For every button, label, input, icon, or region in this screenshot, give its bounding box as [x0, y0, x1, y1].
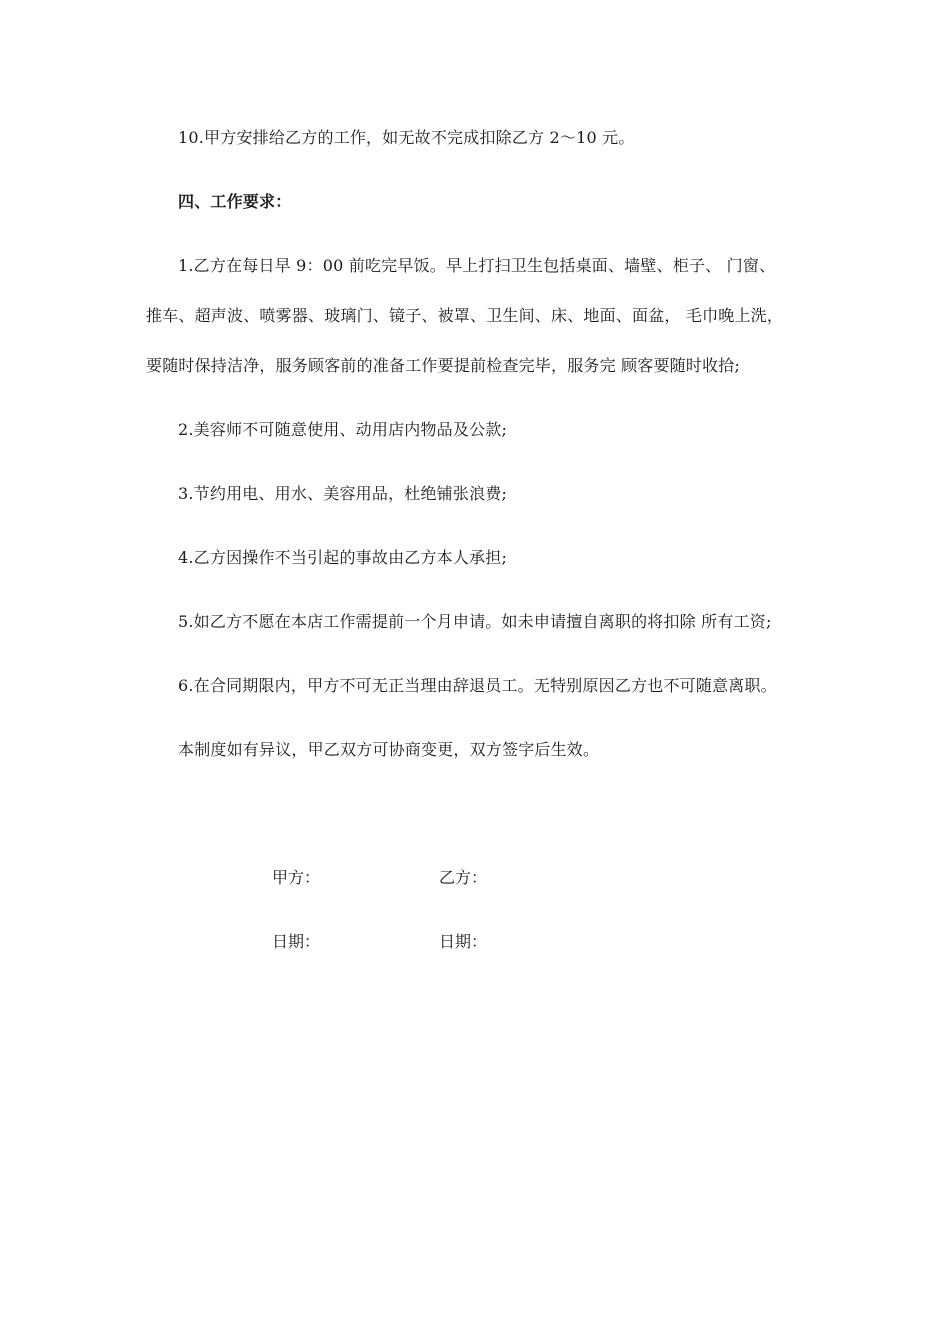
- requirement-5: 5.如乙方不愿在本店工作需提前一个月申请。如未申请擅自离职的将扣除 所有工资;: [178, 612, 772, 631]
- clause-item-10: 10.甲方安排给乙方的工作，如无故不完成扣除乙方 2～10 元。: [178, 128, 635, 147]
- closing-statement: 本制度如有异议，甲乙双方可协商变更，双方签字后生效。: [178, 740, 600, 759]
- requirement-1-line-3: 要随时保持洁净，服务顾客前的准备工作要提前检查完毕，服务完 顾客要随时收拾;: [146, 356, 741, 375]
- requirement-2: 2.美容师不可随意使用、动用店内物品及公款;: [178, 420, 508, 439]
- requirement-1-line-1: 1.乙方在每日早 9：00 前吃完早饭。早上打扫卫生包括桌面、墙壁、柜子、 门窗、: [178, 256, 776, 275]
- party-a-date-label: 日期：: [272, 932, 321, 951]
- requirement-1-line-2: 推车、超声波、喷雾器、玻璃门、镜子、被罩、卫生间、床、地面、面盆， 毛巾晚上洗，: [146, 306, 784, 325]
- party-a-label: 甲方：: [272, 868, 321, 887]
- party-b-label: 乙方：: [439, 868, 488, 887]
- section-heading: 四、工作要求：: [178, 192, 292, 211]
- requirement-3: 3.节约用电、用水、美容用品，杜绝铺张浪费;: [178, 484, 508, 503]
- requirement-4: 4.乙方因操作不当引起的事故由乙方本人承担;: [178, 548, 508, 567]
- requirement-6: 6.在合同期限内，甲方不可无正当理由辞退员工。无特别原因乙方也不可随意离职。: [178, 676, 777, 695]
- party-b-date-label: 日期：: [439, 932, 488, 951]
